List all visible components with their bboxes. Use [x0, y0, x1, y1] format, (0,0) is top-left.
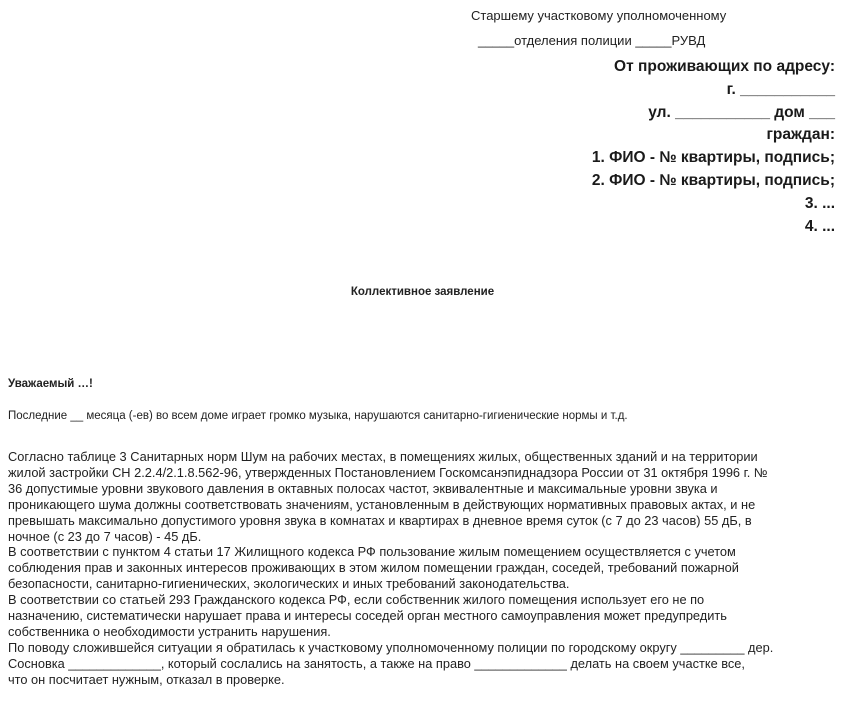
sender-line: От проживающих по адресу: — [614, 58, 835, 75]
sender-line: 3. ... — [804, 194, 835, 212]
sender-line: ул. ___________ дом ___ — [648, 103, 835, 121]
body-line: Сосновка _____________, который сослались на занятость, а также на право _____________ делать на своем участке все, — [8, 655, 745, 671]
sender-line: 4. ... — [804, 217, 835, 235]
sender-line: 1. ФИО - № квартиры, подпись; — [591, 149, 835, 167]
body-line: соблюдения прав и законных интересов проживающих в этом жилом помещении граждан, соседей, требований пожарной — [8, 560, 739, 576]
sender-line: 2. ФИО - № квартиры, подпись; — [591, 171, 835, 189]
body-line: назначению, систематически нарушает права и интересы соседей орган местного самоуправления может предупредить — [8, 608, 727, 624]
lead-paragraph: Последние __ месяца (-ев) во всем доме играет громко музыка, нарушаются санитарно-гигиенические нормы и т.д. — [8, 410, 628, 422]
sender-line: г. ___________ — [726, 80, 835, 98]
body-line: безопасности, санитарно-гигиенических, экологических и иных требований законодательства. — [8, 576, 570, 592]
body-line: По поводу сложившейся ситуации я обратилась к участковому уполномоченному полиции по городскому округу _________ дер. — [8, 639, 774, 655]
body-line: 36 допустимые уровни звукового давления в октавных полосах частот, эквивалентные и максимальные уровни звука и — [8, 480, 718, 496]
document-title: Коллективное заявление — [350, 286, 495, 298]
body-line: жилой застройки СН 2.2.4/2.1.8.562-96, утвержденных Постановлением Госкомсанэпиднадзора России от 31 октября 1996 г. № — [8, 464, 768, 480]
body-line: превышать максимально допустимого уровня звука в комнатах и квартирах в дневное время суток (с 7 до 23 часов) 55 дБ, в — [8, 512, 752, 528]
body-text — [8, 449, 838, 688]
body-line: Согласно таблице 3 Санитарных норм Шум на рабочих местах, в помещениях жилых, общественных зданий и на территории — [8, 449, 758, 464]
addressee-line: Старшему участковому уполномоченному — [471, 8, 727, 23]
body-line: собственника о необходимости устранить нарушения. — [8, 623, 331, 639]
body-line: проникающего шума должны соответствовать значениям, установленным в действующих нормативных правовых актах, и не — [8, 496, 756, 512]
sender-address-block — [435, 56, 835, 238]
body-line: В соответствии с пунктом 4 статьи 17 Жилищного кодекса РФ пользование жилым помещением осуществляется с учетом — [8, 544, 736, 560]
body-line: В соответствии со статьей 293 Гражданского кодекса РФ, если собственник жилого помещения использует его не по — [8, 592, 705, 608]
greeting: Уважаемый …! — [8, 378, 93, 390]
body-line: ночное (с 23 до 7 часов) - 45 дБ. — [8, 528, 202, 544]
addressee-line: _____отделения полиции _____РУВД — [478, 33, 706, 48]
sender-line: граждан: — [766, 126, 835, 144]
body-line: что он посчитает нужным, отказал в проверке. — [8, 671, 285, 687]
